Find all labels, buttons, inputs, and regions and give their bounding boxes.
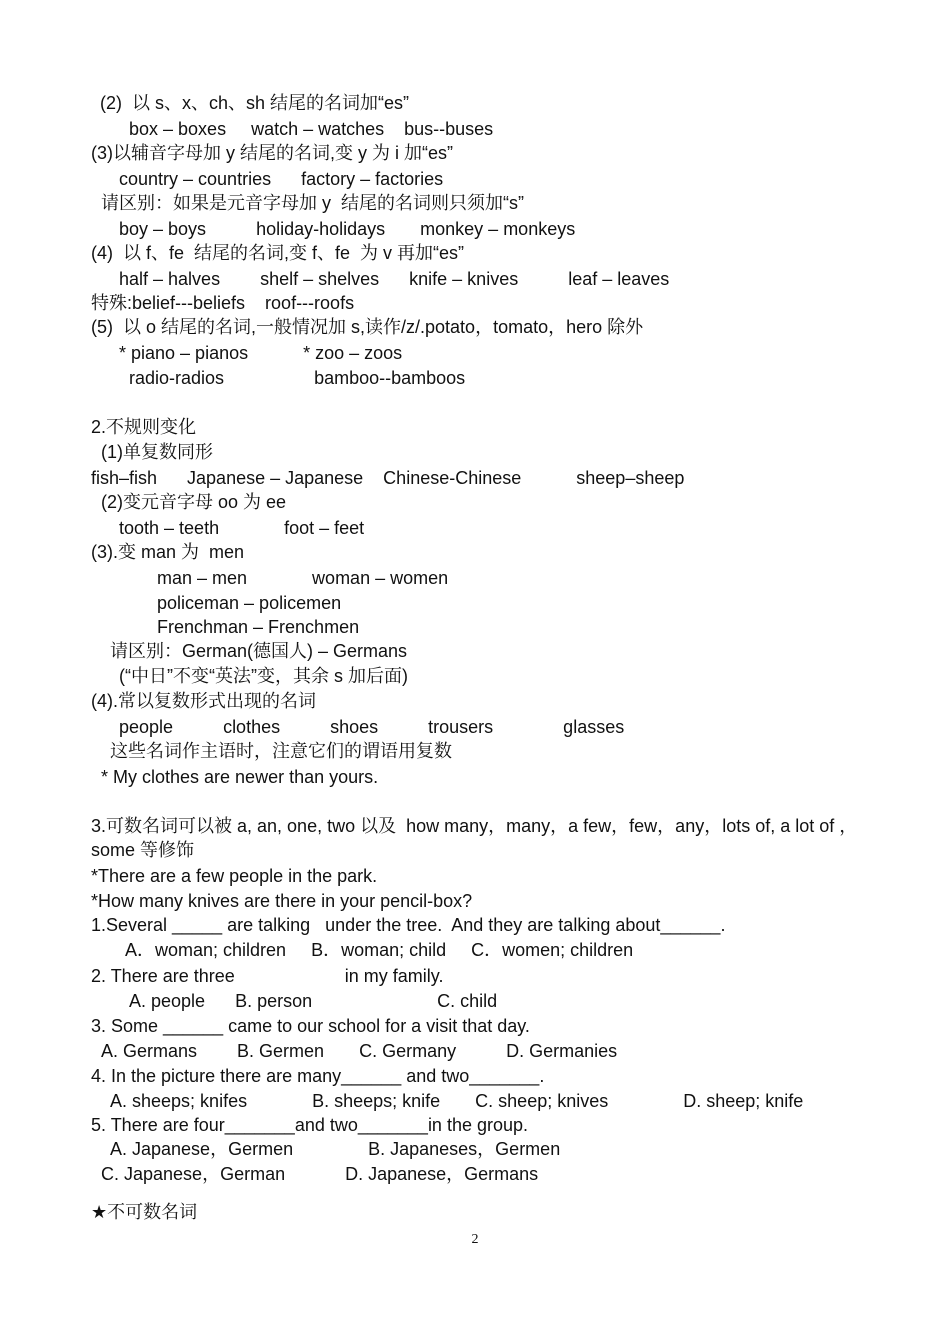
question-1-options: A．woman; children B．woman; child C．women; children [125, 940, 634, 960]
example-line: policeman – policemen [157, 593, 342, 613]
example-line: tooth – teeth foot – feet [119, 518, 365, 538]
question-2: 2. There are three in my family. [91, 966, 444, 986]
subsection-heading: (3).变 man 为 men [91, 542, 245, 562]
question-3-options: A. Germans B. Germen C. Germany D. Germanies [101, 1041, 618, 1061]
section-2-heading: 2.不规则变化 [91, 417, 197, 437]
subsection-heading: (4).常以复数形式出现的名词 [91, 691, 316, 711]
example-line: Frenchman – Frenchmen [157, 617, 360, 637]
example-line: half – halves shelf – shelves knife – knives leaf – leaves [119, 269, 670, 289]
rule-3-heading: (3)以辅音字母加 y 结尾的名词,变 y 为 i 加“es” [91, 143, 454, 163]
uncountable-heading: ★不可数名词 [91, 1202, 198, 1222]
example-sentence: *How many knives are there in your pencil-box? [91, 891, 473, 911]
page-number: 2 [471, 1232, 479, 1247]
example-line: fish–fish Japanese – Japanese Chinese-Chinese sheep–sheep [91, 468, 685, 488]
question-4-options: A. sheeps; knifes B. sheeps; knife C. sheep; knives D. sheep; knife [110, 1091, 804, 1111]
example-line: country – countries factory – factories [119, 169, 444, 189]
note-line: (“中日”不变“英法”变，其余 s 加后面) [119, 666, 408, 686]
example-line: boy – boys holiday-holidays monkey – monkeys [119, 219, 576, 239]
question-4: 4. In the picture there are many______ and two_______. [91, 1066, 545, 1086]
subsection-heading: (2)变元音字母 oo 为 ee [101, 492, 287, 512]
example-line: man – men woman – women [157, 568, 449, 588]
section-3-heading-cont: some 等修饰 [91, 840, 195, 860]
question-1: 1.Several _____ are talking under the tree. And they are talking about______. [91, 915, 726, 935]
rule-2-heading: (2) 以 s、x、ch、sh 结尾的名词加“es” [100, 93, 410, 113]
rule-5-heading: (5) 以 o 结尾的名词,一般情况加 s,读作/z/.potato，tomato，hero 除外 [91, 317, 644, 337]
example-line: box – boxes watch – watches bus--buses [129, 119, 494, 139]
rule-4-heading: (4) 以 f、fe 结尾的名词,变 f、fe 为 v 再加“es” [91, 243, 465, 263]
special-line: 特殊:belief---beliefs roof---roofs [91, 293, 355, 313]
question-3: 3. Some ______ came to our school for a visit that day. [91, 1016, 530, 1036]
subsection-heading: (1)单复数同形 [101, 442, 213, 462]
question-5-options: A. Japanese，Germen B. Japaneses，Germen [110, 1139, 561, 1159]
note-line: 这些名词作主语时，注意它们的谓语用复数 [110, 741, 452, 761]
example-line: radio-radios bamboo--bamboos [129, 368, 466, 388]
question-2-options: A. people B. person C. child [129, 991, 498, 1011]
example-line: people clothes shoes trousers glasses [119, 717, 625, 737]
question-5: 5. There are four_______and two_______in the group. [91, 1115, 529, 1135]
section-3-heading: 3.可数名词可以被 a, an, one, two 以及 how many，many，a few，few，any，lots of, a lot of ， [91, 816, 858, 836]
example-sentence: * My clothes are newer than yours. [101, 767, 379, 787]
example-sentence: *There are a few people in the park. [91, 866, 378, 886]
note-line: 请区别：German(德国人) – Germans [110, 641, 408, 661]
question-5-options: C. Japanese，German D. Japanese，Germans [101, 1164, 539, 1184]
example-line: * piano – pianos * zoo – zoos [119, 343, 403, 363]
note-line: 请区别：如果是元音字母加 y 结尾的名词则只须加“s” [101, 193, 524, 213]
